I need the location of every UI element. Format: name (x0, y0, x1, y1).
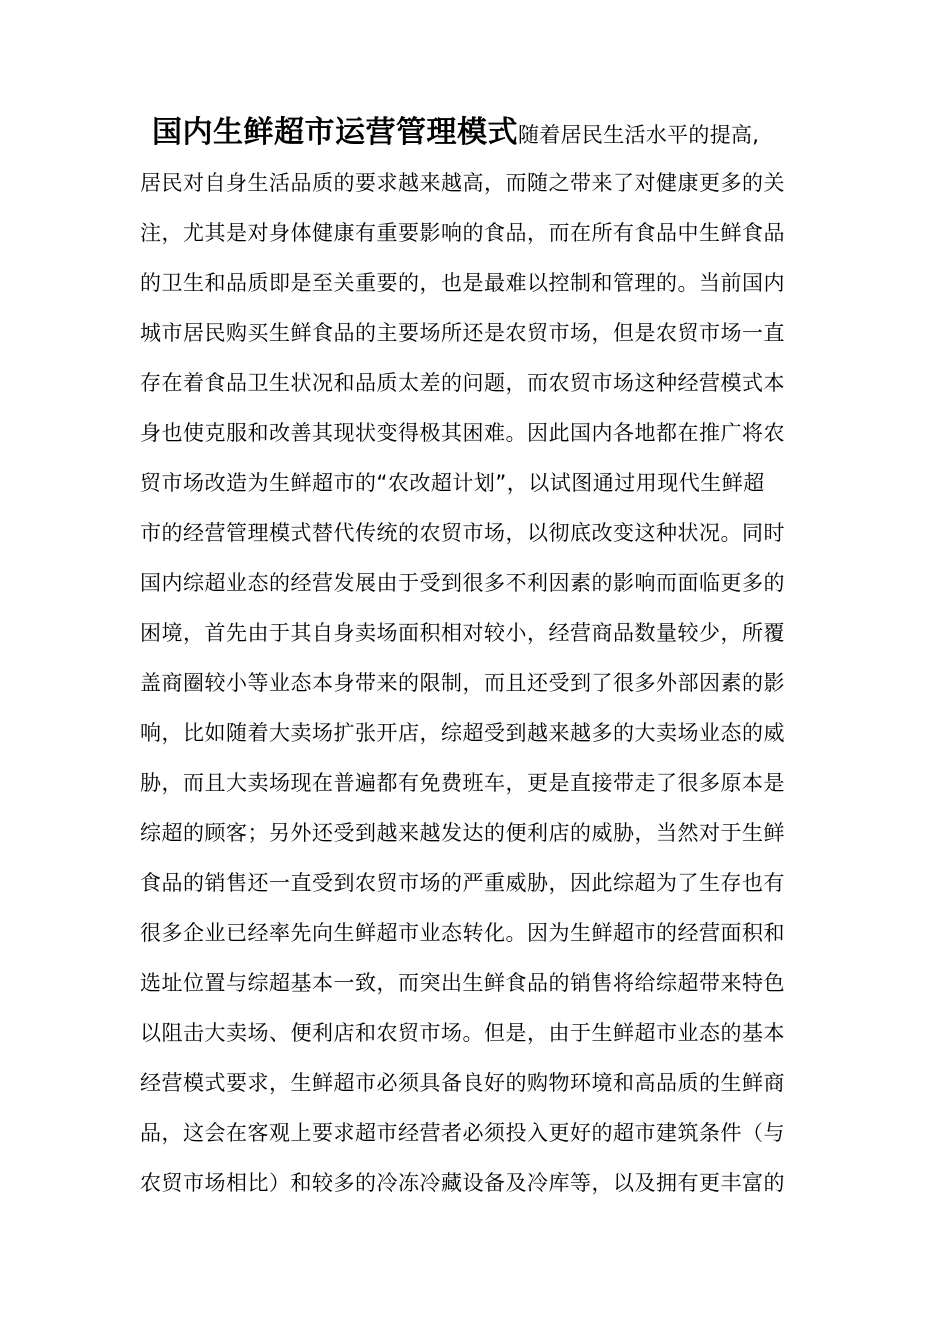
body-line: 城市居民购买生鲜食品的主要场所还是农贸市场，但是农贸市场一直 (140, 321, 785, 345)
body-line: 胁，而且大卖场现在普遍都有免费班车，更是直接带走了很多原本是 (140, 771, 785, 795)
first-line-text: 随着居民生活水平的提高, (518, 123, 760, 147)
document-title: 国内生鲜超市运营管理模式 (152, 115, 518, 150)
body-line: 食品的销售还一直受到农贸市场的严重威胁，因此综超为了生存也有 (140, 871, 785, 895)
body-line: 市的经营管理模式替代传统的农贸市场，以彻底改变这种状况。同时 (140, 521, 785, 545)
body-line: 国内综超业态的经营发展由于受到很多不利因素的影响而面临更多的 (140, 571, 785, 595)
body-line: 困境，首先由于其自身卖场面积相对较小，经营商品数量较少，所覆 (140, 621, 785, 645)
document-body (140, 108, 860, 1208)
body-line: 选址位置与综超基本一致，而突出生鲜食品的销售将给综超带来特色 (140, 971, 785, 995)
body-line: 贸市场改造为生鲜超市的“农改超计划”，以试图通过用现代生鲜超 (140, 471, 765, 495)
body-line: 盖商圈较小等业态本身带来的限制，而且还受到了很多外部因素的影 (140, 671, 785, 695)
body-line: 经营模式要求，生鲜超市必须具备良好的购物环境和高品质的生鲜商 (140, 1071, 785, 1095)
body-line: 注，尤其是对身体健康有重要影响的食品，而在所有食品中生鲜食品 (140, 221, 785, 245)
body-line: 身也使克服和改善其现状变得极其困难。因此国内各地都在推广将农 (140, 421, 785, 445)
body-line: 品，这会在客观上要求超市经营者必须投入更好的超市建筑条件（与 (140, 1121, 785, 1145)
body-line: 以阻击大卖场、便利店和农贸市场。但是，由于生鲜超市业态的基本 (140, 1021, 785, 1045)
body-line: 的卫生和品质即是至关重要的，也是最难以控制和管理的。当前国内 (140, 271, 785, 295)
body-line: 很多企业已经率先向生鲜超市业态转化。因为生鲜超市的经营面积和 (140, 921, 785, 945)
body-line: 农贸市场相比）和较多的冷冻冷藏设备及冷库等，以及拥有更丰富的 (140, 1171, 785, 1195)
body-line: 居民对自身生活品质的要求越来越高，而随之带来了对健康更多的关 (140, 171, 785, 195)
body-line: 综超的顾客；另外还受到越来越发达的便利店的威胁，当然对于生鲜 (140, 821, 785, 845)
body-line: 存在着食品卫生状况和品质太差的问题，而农贸市场这种经营模式本 (140, 371, 785, 395)
title-line (140, 108, 860, 158)
body-line: 响，比如随着大卖场扩张开店，综超受到越来越多的大卖场业态的威 (140, 721, 785, 745)
